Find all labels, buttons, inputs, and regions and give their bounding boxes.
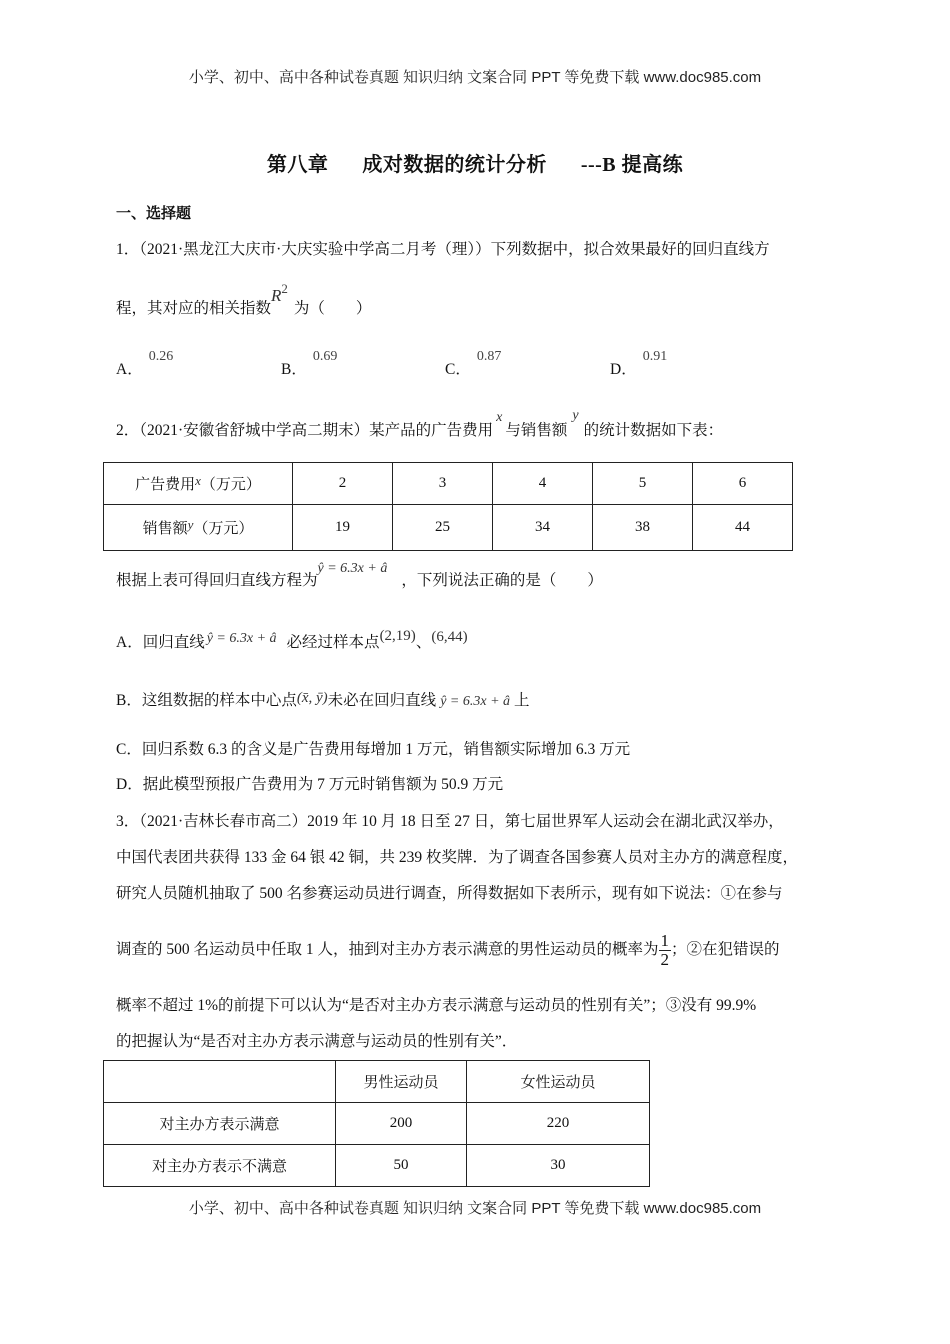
q2-option-d: D．据此模型预报广告费用为 7 万元时销售额为 50.9 万元	[116, 776, 504, 793]
table-cell: 44	[693, 505, 793, 551]
table-cell: 19	[293, 505, 393, 551]
table-cell: 38	[593, 505, 693, 551]
q2-option-b: B．这组数据的样本中心点(x̄, ȳ)未必在回归直线 ŷ = 6.3x + â 上	[116, 690, 530, 709]
column-header: 女性运动员	[467, 1061, 650, 1103]
table-cell: 4	[493, 463, 593, 505]
row-header: 广告费用x（万元）	[104, 463, 293, 505]
row-header: 销售额y（万元）	[104, 505, 293, 551]
q2-after-table: 根据上表可得回归直线方程为ŷ = 6.3x + â，下列说法正确的是（ ）	[116, 561, 603, 589]
q3-line6: 的把握认为“是否对主办方表示满意与运动员的性别有关”．	[116, 1033, 518, 1050]
r-symbol: R	[271, 286, 282, 305]
table-row	[104, 1145, 650, 1187]
table-cell: 200	[336, 1103, 467, 1145]
q1-option-d: D．0.91	[610, 349, 668, 378]
footer-banner: 小学、初中、高中各种试卷真题 知识归纳 文案合同 PPT 等免费下载 www.doc985.com	[188, 1200, 762, 1217]
q1-option-c: C．0.87	[445, 349, 502, 378]
page-title	[0, 148, 950, 177]
table-cell: 3	[393, 463, 493, 505]
title-chapter: 第八章	[266, 154, 329, 176]
q2-option-a: A．回归直线 ŷ = 6.3x + â 必经过样本点(2,19)、(6,44)	[116, 628, 468, 651]
table-cell: 2	[293, 463, 393, 505]
table-row	[104, 463, 793, 505]
table-row	[104, 1103, 650, 1145]
q1-option-a: A．0.26	[116, 349, 174, 378]
q1-option-b: B．0.69	[281, 349, 338, 378]
q2-option-c: C．回归系数 6.3 的含义是广告费用每增加 1 万元，销售额实际增加 6.3 万元	[116, 741, 631, 758]
table-cell: 25	[393, 505, 493, 551]
q3-line3: 研究人员随机抽取了 500 名参赛运动员进行调查，所得数据如下表所示，现有如下说法：①在参与	[116, 885, 783, 902]
q3-contingency-table	[103, 1060, 650, 1187]
q3-line1: 3．（2021·吉林长春市高二）2019 年 10 月 18 日至 27 日，第七届世界军人运动会在湖北武汉举办，	[116, 813, 784, 830]
title-level: ---B 提高练	[580, 154, 684, 176]
table-cell: 34	[493, 505, 593, 551]
q1-line1: 1．（2021·黑龙江大庆市·大庆实验中学高二月考（理））下列数据中，拟合效果最好的回归直线方	[116, 241, 770, 258]
q3-line5: 概率不超过 1%的前提下可以认为“是否对主办方表示满意与运动员的性别有关”；③没有 99.9%	[116, 997, 757, 1014]
table-cell: 5	[593, 463, 693, 505]
header-banner: 小学、初中、高中各种试卷真题 知识归纳 文案合同 PPT 等免费下载 www.doc985.com	[188, 69, 762, 86]
table-cell: 6	[693, 463, 793, 505]
q3-line2: 中国代表团共获得 133 金 64 银 42 铜，共 239 枚奖牌．为了调查各国参赛人员对主办方的满意程度，	[116, 849, 799, 866]
column-header: 男性运动员	[336, 1061, 467, 1103]
q2-line1: 2．（2021·安徽省舒城中学高二期末）某产品的广告费用x与销售额y的统计数据如下表：	[116, 408, 724, 439]
q1-line2: 程，其对应的相关指数$R^2$为（ ）	[116, 281, 372, 317]
section-heading: 一、选择题	[116, 206, 192, 222]
regression-equation: ŷ = 6.3x + â	[317, 561, 388, 576]
table-row	[104, 505, 793, 551]
q3-line4: 调查的 500 名运动员中任取 1 人，抽到对主办方表示满意的男性运动员的概率为 $\frac{1}{2}$ ；②在犯错误的	[116, 931, 780, 969]
table-header-row	[104, 1061, 650, 1103]
table-cell: 50	[336, 1145, 467, 1187]
row-header: 对主办方表示不满意	[104, 1145, 336, 1187]
fraction-one-half: $\frac{1}{2}$	[660, 931, 670, 969]
row-header: 对主办方表示满意	[104, 1103, 336, 1145]
title-topic: 成对数据的统计分析	[362, 154, 547, 176]
q2-data-table	[103, 462, 793, 551]
table-cell: 30	[467, 1145, 650, 1187]
table-cell: 220	[467, 1103, 650, 1145]
